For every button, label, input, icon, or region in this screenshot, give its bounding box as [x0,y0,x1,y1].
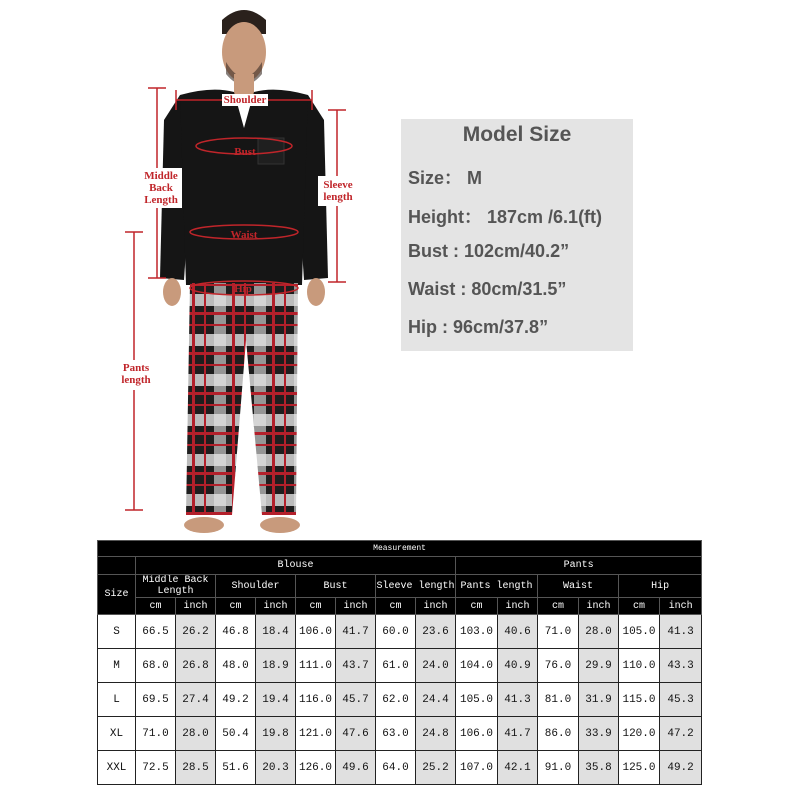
measurement-cell: 91.0 [538,751,579,785]
unit-cm: cm [296,598,336,615]
measurement-cell: 19.8 [256,717,296,751]
left-hand [163,278,181,306]
measurement-cell: 23.6 [416,615,456,649]
left-foot [184,517,224,533]
waist-label: Waist [230,229,258,241]
measurement-cell: 43.7 [336,649,376,683]
size-cell: L [98,683,136,717]
measurement-cell: 103.0 [456,615,498,649]
shirt [180,90,308,285]
model-size-panel [401,119,633,351]
measurement-cell: 66.5 [136,615,176,649]
pants-length-header: Pants length [456,575,538,598]
table-row [98,615,702,649]
sleeve-length-header: Sleeve length [376,575,456,598]
model-photo [0,0,400,540]
plaid-pants [186,283,298,515]
measurement-cell: 125.0 [619,751,660,785]
measurement-cell: 28.5 [176,751,216,785]
middle-back-length-header: Middle Back Length [136,575,216,598]
measurement-cell: 20.3 [256,751,296,785]
table-row [98,751,702,785]
model-height: Height： 187cm /6.1(ft) [408,207,603,227]
model-waist: Waist : 80cm/31.5” [408,279,567,299]
unit-inch: inch [579,598,619,615]
size-cell: XL [98,717,136,751]
measurement-cell: 28.0 [579,615,619,649]
measurement-cell: 47.6 [336,717,376,751]
measurement-cell: 121.0 [296,717,336,751]
measurement-cell: 61.0 [376,649,416,683]
unit-cm: cm [376,598,416,615]
measurement-cell: 72.5 [136,751,176,785]
measurement-cell: 104.0 [456,649,498,683]
unit-cm: cm [216,598,256,615]
measurement-cell: 71.0 [538,615,579,649]
measurement-cell: 42.1 [498,751,538,785]
measurement-cell: 35.8 [579,751,619,785]
pants-group-header: Pants [456,557,702,575]
measurement-cell: 76.0 [538,649,579,683]
measurement-cell: 18.9 [256,649,296,683]
measurement-cell: 64.0 [376,751,416,785]
measurement-cell: 116.0 [296,683,336,717]
measurement-cell: 105.0 [456,683,498,717]
measurement-cell: 111.0 [296,649,336,683]
measurement-cell: 43.3 [660,649,702,683]
shoulder-header: Shoulder [216,575,296,598]
bust-header: Bust [296,575,376,598]
measurement-cell: 41.7 [336,615,376,649]
measurement-cell: 28.0 [176,717,216,751]
measurement-cell: 45.3 [660,683,702,717]
measurement-cell: 68.0 [136,649,176,683]
table-row [98,683,702,717]
shoulder-label: Shoulder [223,94,267,106]
size-cell: XXL [98,751,136,785]
sleeve-length-label: Sleeve length [323,179,353,203]
measurement-cell: 62.0 [376,683,416,717]
unit-inch: inch [660,598,702,615]
measurement-cell: 106.0 [456,717,498,751]
unit-inch: inch [256,598,296,615]
measurement-cell: 41.3 [660,615,702,649]
unit-cm: cm [456,598,498,615]
right-hand [307,278,325,306]
hip-header: Hip [619,575,702,598]
measurement-cell: 49.2 [216,683,256,717]
blouse-group-header: Blouse [136,557,456,575]
measurement-cell: 40.6 [498,615,538,649]
measurement-cell: 110.0 [619,649,660,683]
bust-label: Bust [234,146,256,158]
measurement-cell: 50.4 [216,717,256,751]
model-size-value: Size： M [408,168,483,188]
measurement-cell: 41.7 [498,717,538,751]
measurement-cell: 86.0 [538,717,579,751]
measurement-cell: 26.8 [176,649,216,683]
measurement-cell: 126.0 [296,751,336,785]
size-cell: M [98,649,136,683]
waist-header: Waist [538,575,619,598]
measurement-cell: 26.2 [176,615,216,649]
size-table-body [98,615,702,785]
unit-inch: inch [336,598,376,615]
measurement-cell: 60.0 [376,615,416,649]
model-bust: Bust : 102cm/40.2” [408,241,570,261]
unit-inch: inch [176,598,216,615]
measurement-caption: Measurement [98,541,702,557]
measurement-cell: 46.8 [216,615,256,649]
unit-cm: cm [538,598,579,615]
measurement-cell: 115.0 [619,683,660,717]
measurement-cell: 24.0 [416,649,456,683]
measurement-cell: 71.0 [136,717,176,751]
measurement-cell: 106.0 [296,615,336,649]
unit-cm: cm [136,598,176,615]
measurement-cell: 107.0 [456,751,498,785]
measurement-cell: 47.2 [660,717,702,751]
measurement-cell: 120.0 [619,717,660,751]
table-row [98,717,702,751]
measurement-cell: 29.9 [579,649,619,683]
unit-inch: inch [498,598,538,615]
right-foot [260,517,300,533]
table-row [98,649,702,683]
measurement-cell: 41.3 [498,683,538,717]
measurement-cell: 25.2 [416,751,456,785]
measurement-cell: 63.0 [376,717,416,751]
measurement-cell: 49.6 [336,751,376,785]
measurement-cell: 27.4 [176,683,216,717]
measurement-cell: 48.0 [216,649,256,683]
model-hip: Hip : 96cm/37.8” [408,317,549,337]
middle-back-length-label: Middle Back Length [144,170,178,206]
unit-inch: inch [416,598,456,615]
unit-cm: cm [619,598,660,615]
measurement-cell: 24.4 [416,683,456,717]
measurement-cell: 45.7 [336,683,376,717]
model-size-title: Model Size [462,123,572,146]
measurement-cell: 31.9 [579,683,619,717]
measurement-cell: 81.0 [538,683,579,717]
measurement-cell: 69.5 [136,683,176,717]
measurement-cell: 33.9 [579,717,619,751]
measurement-cell: 19.4 [256,683,296,717]
hip-label: Hip [234,283,252,295]
measurement-cell: 49.2 [660,751,702,785]
size-cell: S [98,615,136,649]
measurement-cell: 105.0 [619,615,660,649]
size-column-header: Size [98,575,136,615]
size-chart-table [97,540,702,785]
model-figure [0,0,400,540]
measurement-cell: 51.6 [216,751,256,785]
measurement-cell: 18.4 [256,615,296,649]
pants-length-label: Pants length [121,362,151,386]
measurement-cell: 40.9 [498,649,538,683]
measurement-cell: 24.8 [416,717,456,751]
neck [234,74,254,96]
